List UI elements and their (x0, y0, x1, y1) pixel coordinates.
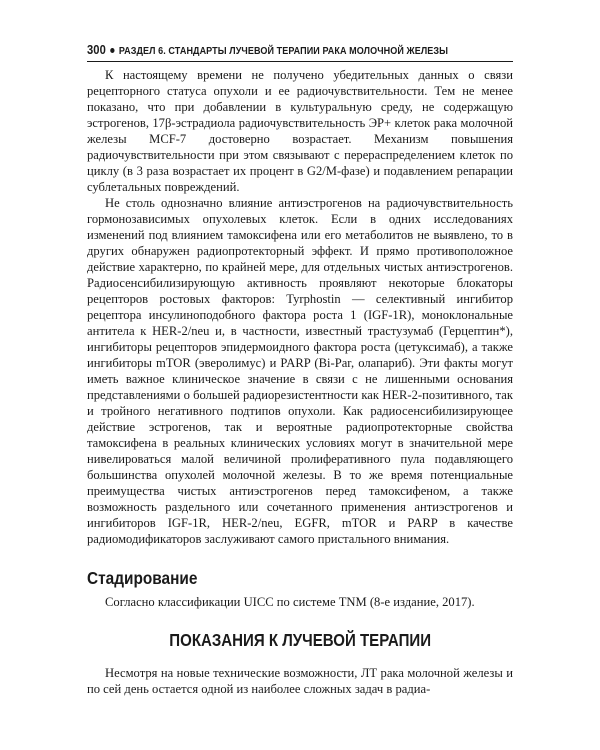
bullet-icon (110, 48, 114, 53)
paragraph-indications: Несмотря на новые технические возможности, ЛТ рака молочной железы и по сей день остается одной из наиболее сложных задач в радиа- (87, 666, 513, 696)
running-head (87, 42, 448, 57)
section-title: РАЗДЕЛ 6. СТАНДАРТЫ ЛУЧЕВОЙ ТЕРАПИИ РАКА МОЛОЧНОЙ ЖЕЛЕЗЫ (118, 45, 449, 57)
paragraph-receptor-status: К настоящему времени не получено убедительных данных о связи рецепторного статуса опухоли и ее радиочувствительности. Тем не менее показано, что при добавлении в культуральную среду, не содержащую эстрогенов, 17β-эстрадиола радиочувствительность ЭР+ клеток рака молочной железы MCF-7 достоверно возрастает. Механизм повышения радиочувствительности при этом связывают с перераспределением клеток по циклу (в 3 раза возрастает их процент в G2/M-фазе) и подавлением репарации сублетальных повреждений. (87, 68, 513, 194)
section-heading-indications (0, 630, 600, 651)
indications-heading-text: ПОКАЗАНИЯ К ЛУЧЕВОЙ ТЕРАПИИ (169, 630, 431, 650)
main-text (87, 67, 513, 547)
paragraph-staging: Согласно классификации UICC по системе TNM (8-е издание, 2017). (105, 595, 475, 609)
section-heading-staging: Стадирование (87, 568, 198, 588)
page-number: 300 (87, 42, 106, 57)
paragraph-antiestrogens: Не столь однозначно влияние антиэстрогенов на радиочувствительность гормонозависимых опухолевых клеток. Если в одних исследованиях изменений под влиянием тамоксифена или его метаболитов не выявлено, то в других обнаружен радиопротекторный эффект. И прямо противоположное действие характерно, по крайней мере, для отдельных чистых антиэстрогенов. Радиосенсибилизирующую активность проявляют некоторые блокаторы рецепторов ростовых факторов: Tyrphostin — селективный ингибитор рецептора инсулиноподобного фактора роста 1 (IGF-1R), моноклональные антитела к HER-2/neu и, в частности, известный трастузумаб (Герцептин*), ингибиторы рецепторов эпидермоидного фактора роста (цетуксимаб), а также ингибиторы mTOR (эверолимус) и PARP (Bi-Par, олапариб). Эти факты могут иметь важное клиническое значение в связи с не лишенными основания представлениями о большей радиорезистентности как HER-2-позитивного, так и тройного негативного подтипов опухоли. Как радиосенсибилизирующее действие эстрогенов, так и вероятные радиопротекторные свойства тамоксифена в реальных клинических условиях могут в значительной мере нивелироваться малой величиной пролиферативного пула подавляющего большинства опухолей молочной железы. В то же время потенциальные преимущества чистых антиэстрогенов перед тамоксифеном, а также возможность раздельного или сочетанного применения антиэстрогенов и ингибиторов IGF-1R, HER-2/neu, EGFR, mTOR и PARP в качестве радиомодификаторов заслуживают самого пристального внимания. (87, 196, 513, 546)
header-rule (87, 61, 513, 62)
